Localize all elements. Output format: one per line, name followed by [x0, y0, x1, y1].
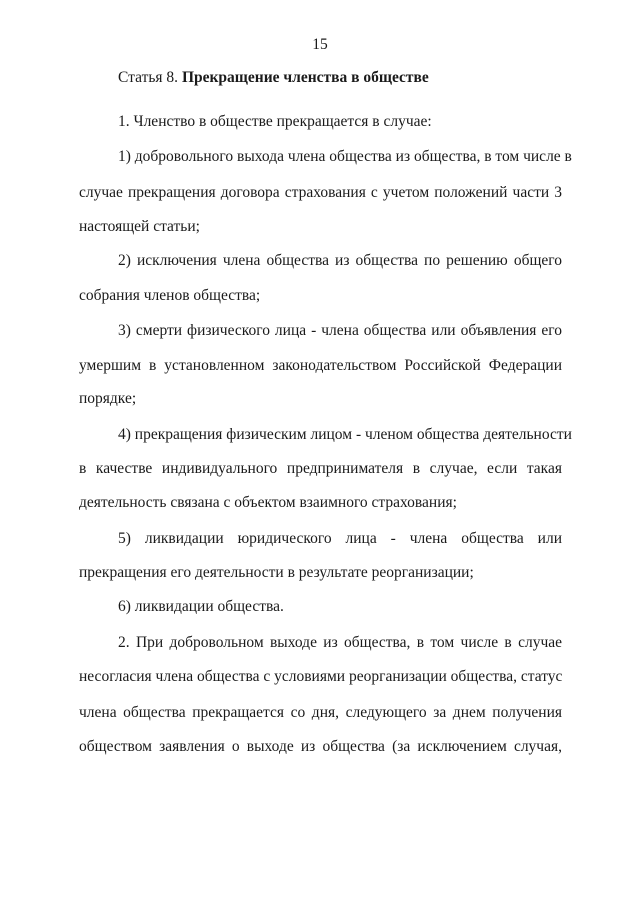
paragraph-line: 2. При добровольном выходе из общества, в том числе в случае — [118, 634, 562, 651]
paragraph-line: в качестве индивидуального предпринимателя в случае, если такая — [79, 460, 562, 477]
paragraph-line: 3) смерти физического лица - члена общества или объявления его — [118, 322, 562, 339]
paragraph-line: 4) прекращения физическим лицом - членом общества деятельности — [118, 426, 572, 443]
paragraph-line: случае прекращения договора страхования с учетом положений части 3 — [79, 184, 562, 201]
page-number: 15 — [312, 36, 328, 53]
paragraph-line: порядке; — [79, 390, 137, 407]
paragraph-line: несогласия члена общества с условиями реорганизации общества, статус — [79, 668, 563, 685]
paragraph-line: 1. Членство в обществе прекращается в случае: — [118, 113, 432, 130]
paragraph-line: настоящей статьи; — [79, 218, 200, 235]
paragraph-line: прекращения его деятельности в результате реорганизации; — [79, 564, 474, 581]
paragraph-line: 2) исключения члена общества из общества по решению общего — [118, 252, 562, 269]
paragraph-line: обществом заявления о выходе из общества (за исключением случая, — [79, 738, 562, 755]
article-title: Прекращение членства в обществе — [181, 69, 429, 86]
paragraph-line: собрания членов общества; — [79, 287, 261, 304]
paragraph-line: 6) ликвидации общества. — [118, 598, 284, 615]
article-heading — [118, 68, 562, 88]
paragraph-line: деятельность связана с объектом взаимного страхования; — [79, 494, 457, 511]
article-prefix: Статья 8. — [118, 69, 182, 86]
paragraph-line: 1) добровольного выхода члена общества из общества, в том числе в — [118, 148, 572, 165]
paragraph-line: 5) ликвидации юридического лица - члена общества или — [118, 530, 562, 547]
paragraph-line: члена общества прекращается со дня, следующего за днем получения — [79, 704, 562, 721]
paragraph-line: умершим в установленном законодательством Российской Федерации — [79, 357, 562, 374]
